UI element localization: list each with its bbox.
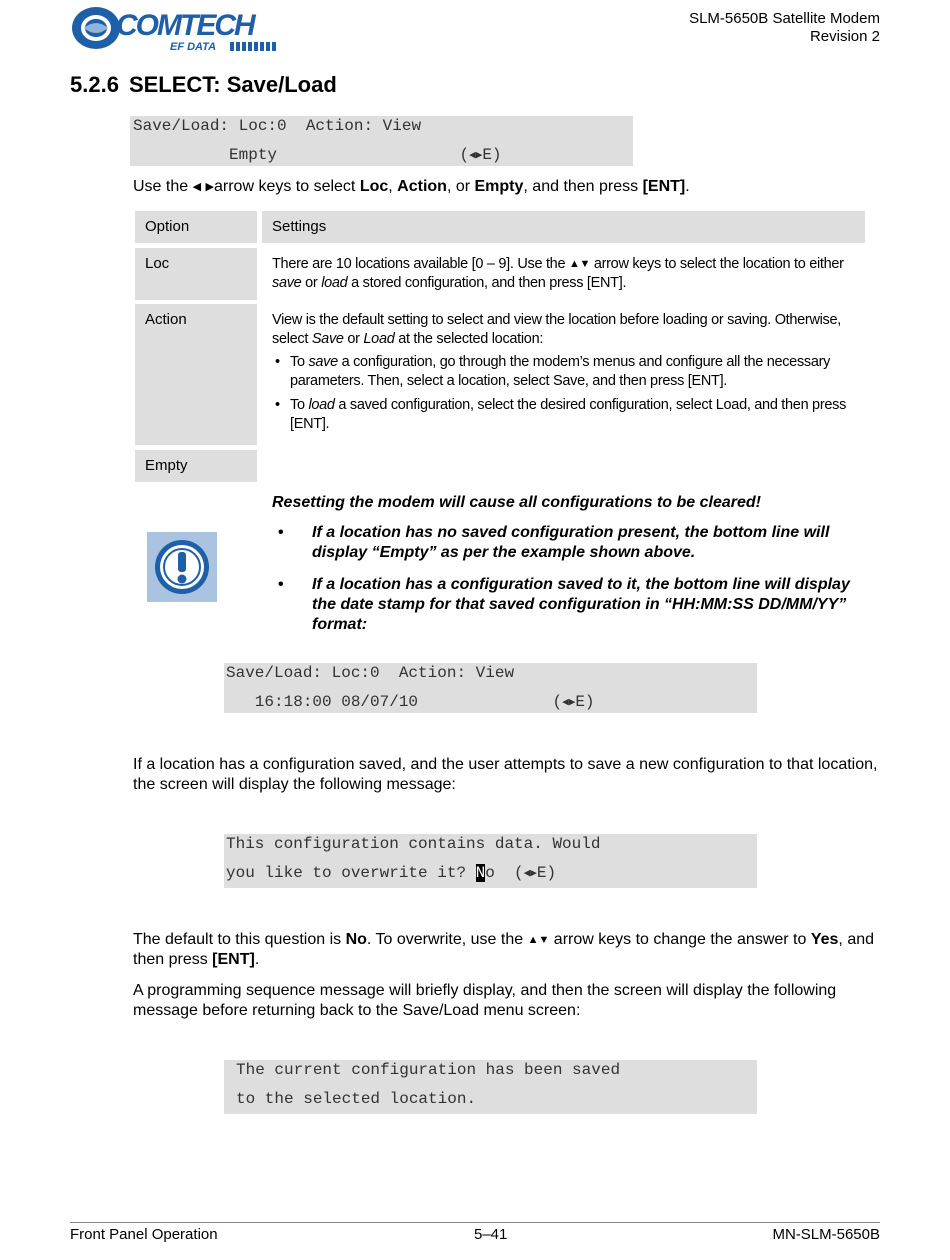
- page-number: 5–41: [474, 1226, 508, 1243]
- footer-divider: [70, 1222, 880, 1223]
- right-arrow-icon: ▶: [530, 868, 537, 880]
- right-arrow-icon: ▶: [475, 150, 483, 162]
- table-option-action: Action: [135, 304, 257, 445]
- left-arrow-icon: ◀: [562, 697, 569, 709]
- lcd-line-1: Save/Load: Loc:0 Action: View: [226, 664, 515, 682]
- left-arrow-icon: ◀: [523, 868, 531, 880]
- reset-warning-note: [272, 493, 872, 647]
- lcd-line-2: Empty (◀▶E): [133, 146, 502, 164]
- lcd-line-1: The current configuration has been saved: [236, 1061, 621, 1079]
- lcd-line-2: you like to overwrite it? No (◀▶E): [226, 864, 557, 882]
- svg-text:EF DATA: EF DATA: [170, 41, 217, 53]
- default-answer-paragraph: The default to this question is No. To overwrite, use the ▲▼ arrow keys to change the answer to Yes, and then press [ENT].: [133, 931, 875, 968]
- left-arrow-icon: ◀: [192, 181, 202, 193]
- lcd-line-2: to the selected location.: [236, 1090, 477, 1108]
- right-arrow-icon: ▶: [568, 697, 576, 709]
- list-item: • If a location has no saved configuration present, the bottom line will display “Empty” as per the example shown above.: [272, 523, 872, 563]
- left-arrow-icon: ◀: [469, 150, 476, 162]
- list-item: • If a location has a configuration saved to it, the bottom line will display the date stamp for that saved configuration in “HH:MM:SS DD/MM/YY” format:: [272, 575, 872, 635]
- up-arrow-icon: ▲: [527, 934, 539, 946]
- section-name: SELECT: Save/Load: [128, 72, 337, 97]
- section-title: [70, 72, 337, 98]
- table-option-loc: Loc: [135, 248, 257, 300]
- doc-revision: Revision 2: [809, 28, 880, 45]
- footer-left: Front Panel Operation: [70, 1226, 218, 1243]
- comtech-logo: [70, 4, 292, 54]
- lcd-cursor: N: [475, 864, 486, 882]
- svg-text:COMTECH: COMTECH: [116, 9, 254, 42]
- up-arrow-icon: ▲: [568, 258, 580, 270]
- note-heading: Resetting the modem will cause all configurations to be cleared!: [272, 494, 761, 511]
- table-setting-loc: There are 10 locations available [0 – 9]. Use the ▲▼ arrow keys to select the location to either save or load a stored configuration, and then press [ENT].: [272, 256, 844, 291]
- intro-paragraph: Use the ◀ ▶arrow keys to select Loc, Action, or Empty, and then press [ENT].: [133, 178, 690, 195]
- doc-title: SLM-5650B Satellite Modem: [689, 10, 880, 27]
- table-option-empty: Empty: [135, 450, 257, 482]
- footer-right: MN-SLM-5650B: [772, 1226, 880, 1243]
- list-item: • To load a saved configuration, select the desired configuration, select Load, and then press [ENT].: [272, 396, 862, 434]
- section-number: 5.2.6: [70, 72, 119, 97]
- document-header: [689, 10, 880, 46]
- table-setting-action: View is the default setting to select and view the location before loading or saving. Otherwise, select Save or Load at the selected location: • To save a configuration, go through the modem’s menus and configure all the necessary parameters. Then, select a location, select Save, and then press [ENT]. • To load a saved configuration, select the desired configuration, select Load, and then press [ENT].: [272, 311, 862, 439]
- lcd-display-overwrite-prompt: [224, 834, 757, 888]
- overwrite-paragraph: If a location has a configuration saved, and the user attempts to save a new configuration to that location, the screen will display the following message:: [133, 756, 878, 793]
- programming-sequence-paragraph: A programming sequence message will briefly display, and then the screen will display the following message before returning back to the Save/Load menu screen:: [133, 982, 837, 1019]
- lcd-display-save-load-empty: [130, 116, 633, 166]
- lcd-display-save-load-datestamp: [224, 663, 757, 713]
- table-header-option: Option: [135, 211, 257, 243]
- lcd-line-2: 16:18:00 08/07/10 (◀▶E): [226, 693, 595, 711]
- table-header-settings: Settings: [262, 211, 865, 243]
- down-arrow-icon: ▼: [579, 258, 591, 270]
- lcd-line-1: This configuration contains data. Would: [226, 835, 601, 853]
- lcd-line-1: Save/Load: Loc:0 Action: View: [133, 117, 422, 135]
- lcd-display-saved-confirmation: [224, 1060, 757, 1114]
- right-arrow-icon: ▶: [205, 181, 214, 193]
- important-note-icon: [147, 532, 217, 602]
- list-item: • To save a configuration, go through the modem’s menus and configure all the necessary parameters. Then, select a location, select Save, and then press [ENT].: [272, 353, 862, 391]
- down-arrow-icon: ▼: [538, 934, 550, 946]
